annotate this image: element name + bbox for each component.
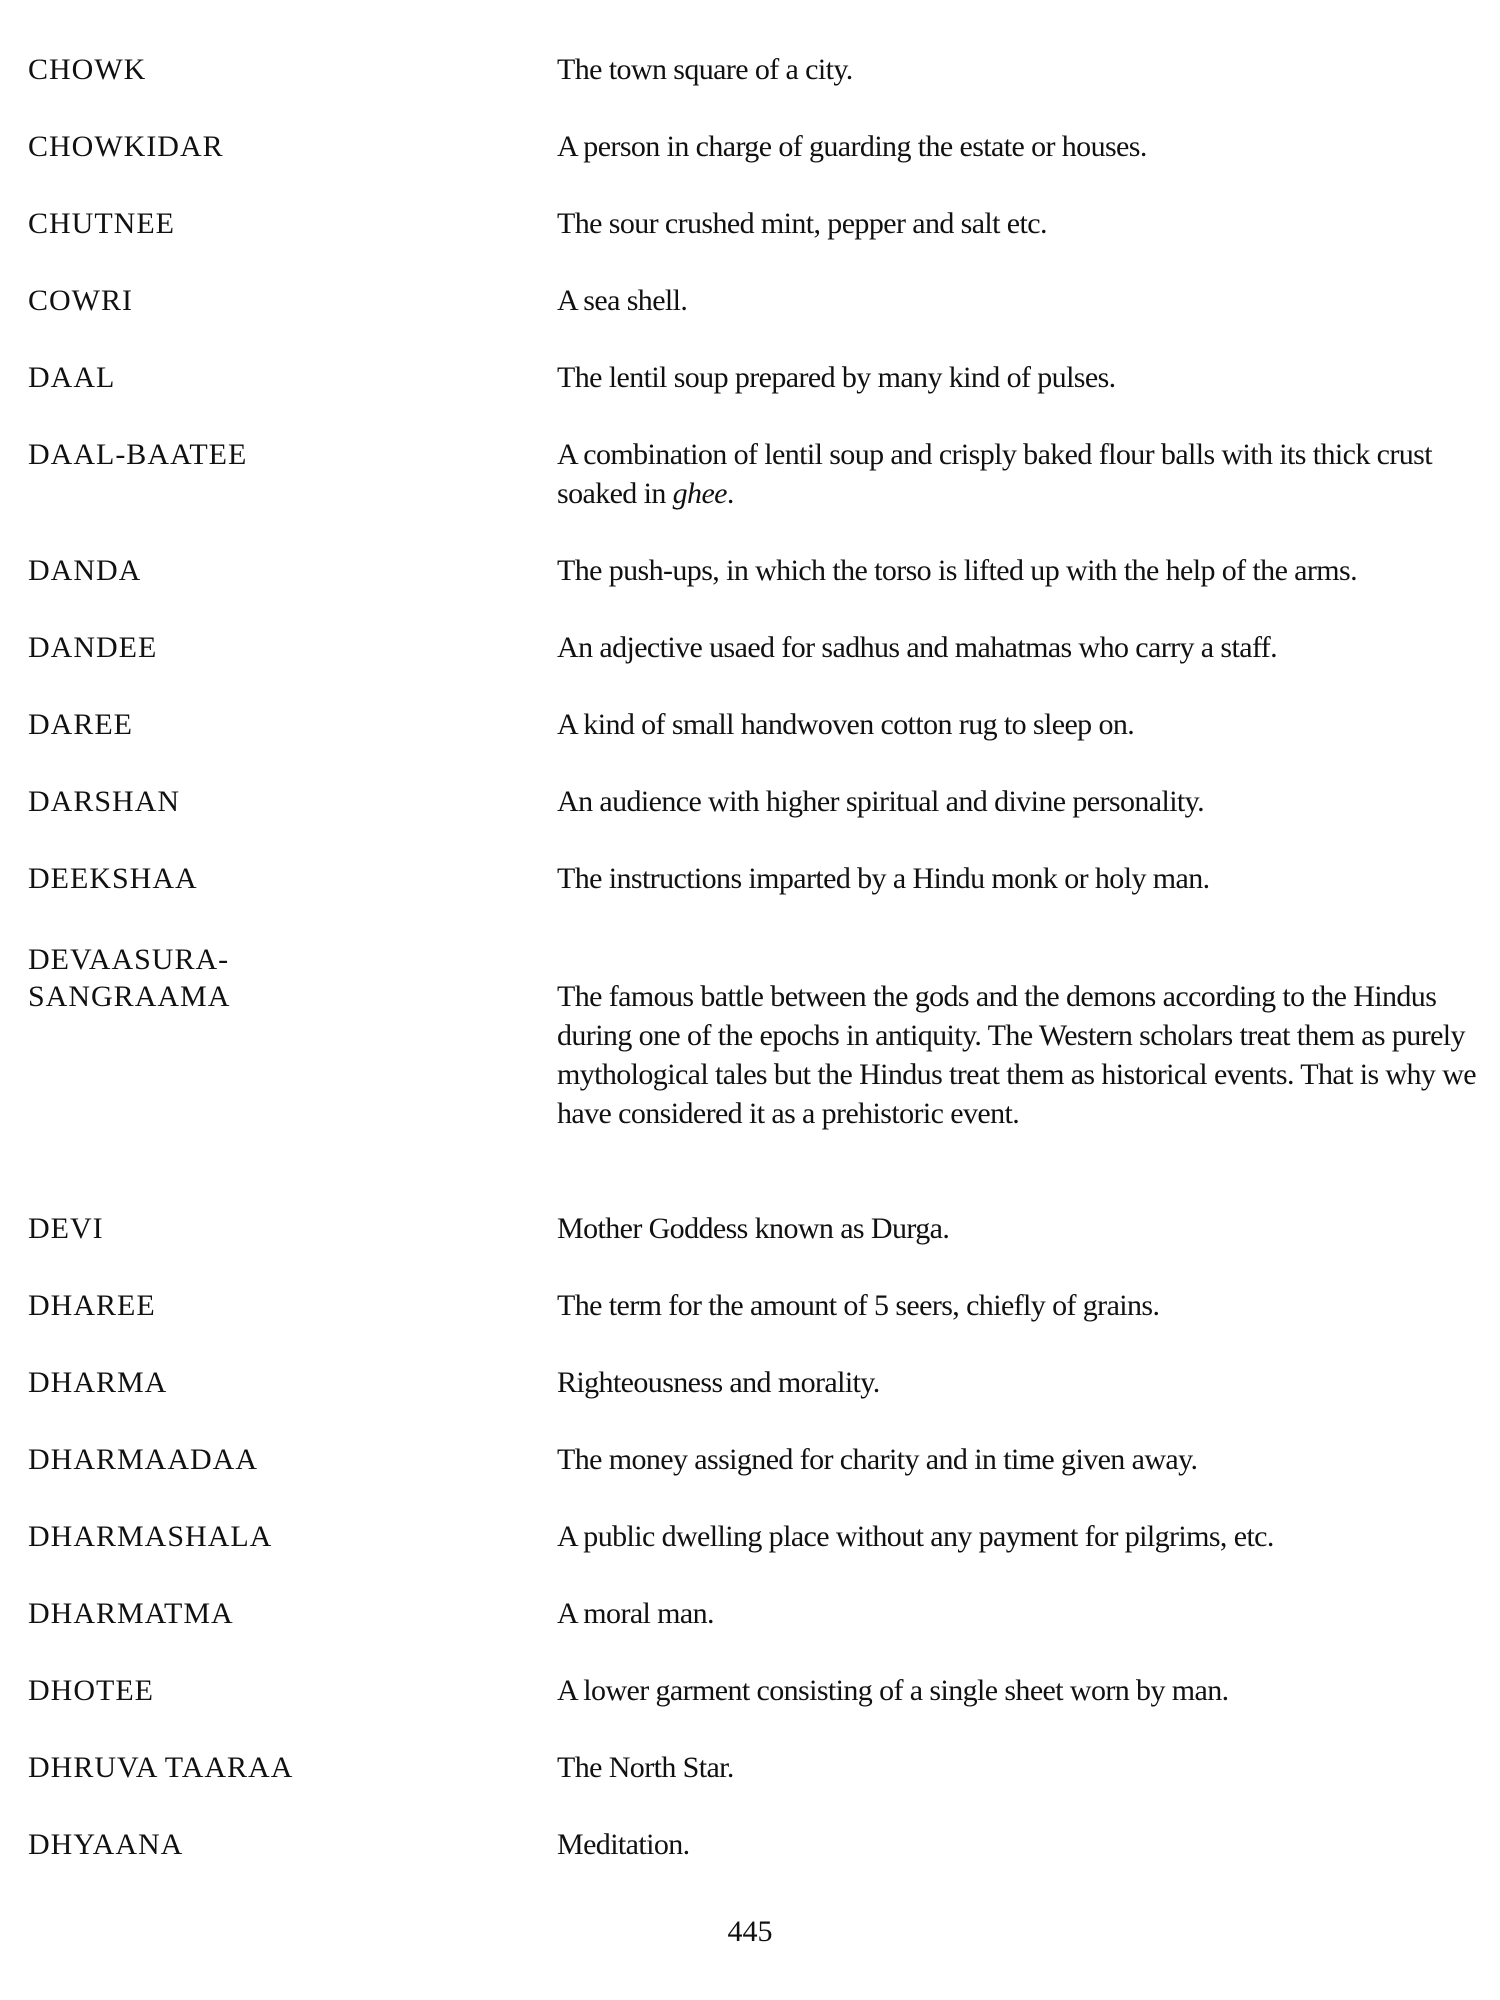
term: DHYAANA <box>28 1828 184 1861</box>
term: DHARMA <box>28 1366 168 1399</box>
term: DHOTEE <box>28 1674 154 1707</box>
term: DEVI <box>28 1212 104 1245</box>
term: DANDA <box>28 554 142 587</box>
term: DHARMASHALA <box>28 1520 273 1553</box>
definition: The famous battle between the gods and the demons according to the Hindus during one of the epochs in antiquity. The Western scholars treat them as purely mythological tales but the Hindus treat them as historical events. That is why we have considered it as a prehistoric event. <box>557 980 1476 1130</box>
term: CHOWKIDAR <box>28 130 224 163</box>
page-number: 445 <box>727 1915 773 1948</box>
term: DHARMATMA <box>28 1597 234 1630</box>
term: DANDEE <box>28 631 158 664</box>
definition: A lower garment consisting of a single sheet worn by man. <box>557 1674 1229 1707</box>
term-continued: SANGRAAMA <box>28 980 231 1013</box>
term: COWRI <box>28 284 133 317</box>
term: DAAL-BAATEE <box>28 438 248 471</box>
definition: An audience with higher spiritual and divine personality. <box>557 785 1205 818</box>
definition: The North Star. <box>557 1751 734 1784</box>
definition: A kind of small handwoven cotton rug to sleep on. <box>557 708 1135 741</box>
definition: An adjective usaed for sadhus and mahatmas who carry a staff. <box>557 631 1278 664</box>
definition: The term for the amount of 5 seers, chiefly of grains. <box>557 1289 1160 1322</box>
definition: Righteousness and morality. <box>557 1366 880 1399</box>
term: CHOWK <box>28 53 147 86</box>
definition <box>557 435 1477 513</box>
term: DHARMAADAA <box>28 1443 259 1476</box>
definition: A sea shell. <box>557 284 688 317</box>
definition: The money assigned for charity and in time given away. <box>557 1443 1198 1476</box>
definition-text: A combination of lentil soup and crisply baked flour balls with its thick crust soaked in <box>557 438 1432 510</box>
definition: Meditation. <box>557 1828 690 1861</box>
definition: A public dwelling place without any payment for pilgrims, etc. <box>557 1520 1274 1553</box>
term: DHRUVA TAARAA <box>28 1751 294 1784</box>
definition: The instructions imparted by a Hindu monk or holy man. <box>557 862 1210 895</box>
definition-end: . <box>726 477 734 510</box>
term: DAREE <box>28 708 133 741</box>
definition: The sour crushed mint, pepper and salt etc. <box>557 207 1047 240</box>
definition: Mother Goddess known as Durga. <box>557 1212 950 1245</box>
term: DEEKSHAA <box>28 862 198 895</box>
term: DHAREE <box>28 1289 156 1322</box>
term: DEVAASURA- <box>28 943 230 976</box>
definition: A person in charge of guarding the estate or houses. <box>557 130 1147 163</box>
definition: The town square of a city. <box>557 53 853 86</box>
definition: The lentil soup prepared by many kind of pulses. <box>557 361 1116 394</box>
definition-italic-term: ghee <box>672 477 727 510</box>
term: DARSHAN <box>28 785 181 818</box>
definition: A moral man. <box>557 1597 714 1630</box>
term: CHUTNEE <box>28 207 175 240</box>
term: DAAL <box>28 361 116 394</box>
definition: The push-ups, in which the torso is lifted up with the help of the arms. <box>557 554 1357 587</box>
